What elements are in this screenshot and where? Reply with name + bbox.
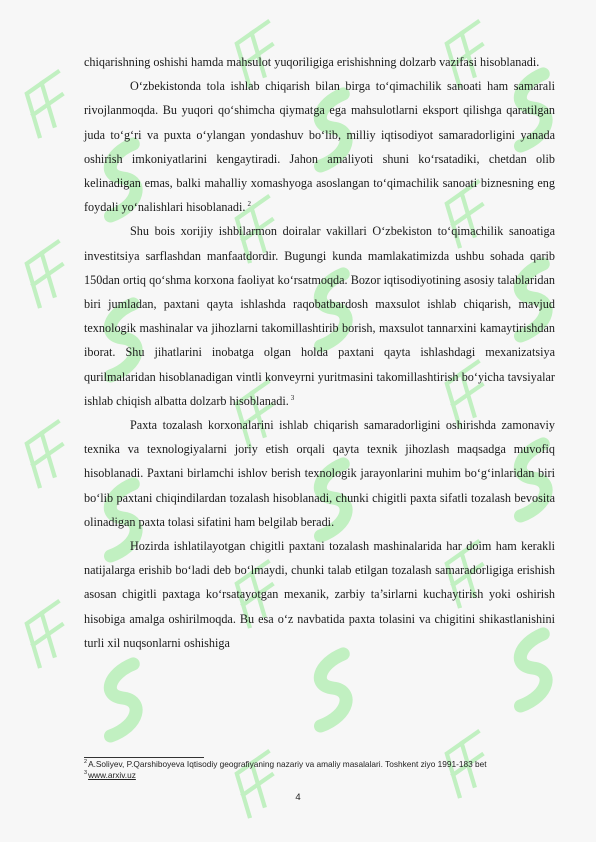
paragraph-3-text: Shu bois xorijiy ishbilarmon doiralar vakillari O‘zbekiston to‘qimachilik sanoatiga investitsiya sarflashdan manfaatdordir. Bugungi kunda mamlakatimizda ushbu sohada qarib 150dan ortiq qo‘shma korxona faoliyat ko‘rsatmoqda. Bozor iqtisodiyotining asosiy talablaridan biri jumladan, paxtani qayta ishlashda raqobatbardosh maxsulot ishlab chiqarish, mavjud texnologik mashinalar va jihozlarni takomillashtirib borish, maxsulot tannarxini kamaytirishdan iborat. Shu jihatlarini inobatga olgan holda paxtani qayta ishlashdagi mexanizatsiya qurilmalaridan hisoblanadigan vintli konveyrni yuritmasini takomillashtirish bo‘yicha tavsiyalar ishlab chiqish albatta dolzarb hisoblanadi. (84, 224, 555, 408)
watermark-ff-mark (15, 602, 82, 666)
watermark-ff-mark (15, 72, 82, 136)
footnote-3-link[interactable]: www.arxiv.uz (88, 770, 136, 780)
paragraph-4-text: Paxta tozalash korxonalarini ishlab chiqarish samaradorligini oshirishda zamonaviy texnika va texnologiyalarni joriy etish orqali qayta texnik jihozlash maqsadga muvofiq hisoblanadi. Paxtani birlamchi ishlov berish texnologik jarayonlarini muhim bo‘g‘inlaridan biri bo‘lib paxtani chiqindilardan tozalash hisoblanadi, chunki chigitli paxta sifatli tozalash bevosita olinadigan paxta tolasi sifatini ham belgilab beradi. (84, 418, 555, 529)
footnote-2-number: 2 (84, 759, 88, 766)
watermark-ff-mark (15, 422, 82, 486)
page-number: 4 (295, 792, 301, 803)
paragraph-4 (84, 413, 555, 534)
paragraph-1-text: chiqarishning oshishi hamda mahsulot yuqoriligiga erishishning dolzarb vazifasi hisoblanadi. (84, 55, 540, 69)
footnote-ref-2[interactable]: 2 (247, 200, 251, 209)
paragraph-5 (84, 534, 555, 655)
footnote-3-number: 3 (84, 770, 88, 777)
footnote-ref-3[interactable]: 3 (290, 393, 295, 402)
footnote-2-text: A.Soliyev, P.Qarshiboyeva Iqtisodiy geografiyaning nazariy va amaliy masalalari. Toshkent ziyo 1991-183 bet (88, 759, 487, 769)
paragraph-3 (84, 219, 555, 413)
footnotes (84, 759, 555, 781)
paragraph-2-text: O‘zbekistonda tola ishlab chiqarish bilan birga to‘qimachilik sanoati ham samarali rivojlanmoqda. Bu yuqori qo‘shimcha qiymatga ega mahsulotlarni eksport qilishga qaratilgan juda to‘g‘ri va puxta o‘ylangan yondashuv bo‘lib, milliy iqtisodiyot samaradorligini yanada oshirish imkoniyatlarini kengaytiradi. Jahon amaliyoti shuni ko‘rsatadiki, chetdan olib kelinadigan emas, balki mahalliy xomashyoga asoslangan to‘qimachilik sanoati biznesning eng foydali yo‘nalishlari hisoblanadi. (84, 79, 555, 215)
footnote-2 (84, 759, 555, 770)
watermark-ff-mark (15, 242, 82, 306)
watermark-s-mark (83, 663, 160, 738)
footnote-separator (84, 757, 204, 758)
paragraph-1 (84, 50, 555, 74)
document-body (84, 50, 555, 655)
paragraph-2 (84, 74, 555, 219)
footnote-3 (84, 770, 555, 781)
paragraph-5-text: Hozirda ishlatilayotgan chigitli paxtani tozalash mashinalarida har doim ham kerakli natijalarga erishib bo‘ladi deb bo‘lmaydi, chunki talab etilgan tozalash samaradorligiga erishish asosan chigitli paxtaga ko‘rsatayotgan mexanik, zarbiy ta’sirlarni kuchaytirish yoki oshirish hisobiga amalga oshirilmoqda. Bu esa o‘z navbatida paxta tolasini va chigitini shikastlanishini turli xil nuqsonlarni oshishiga (84, 539, 555, 650)
watermark-s-mark (293, 653, 370, 728)
